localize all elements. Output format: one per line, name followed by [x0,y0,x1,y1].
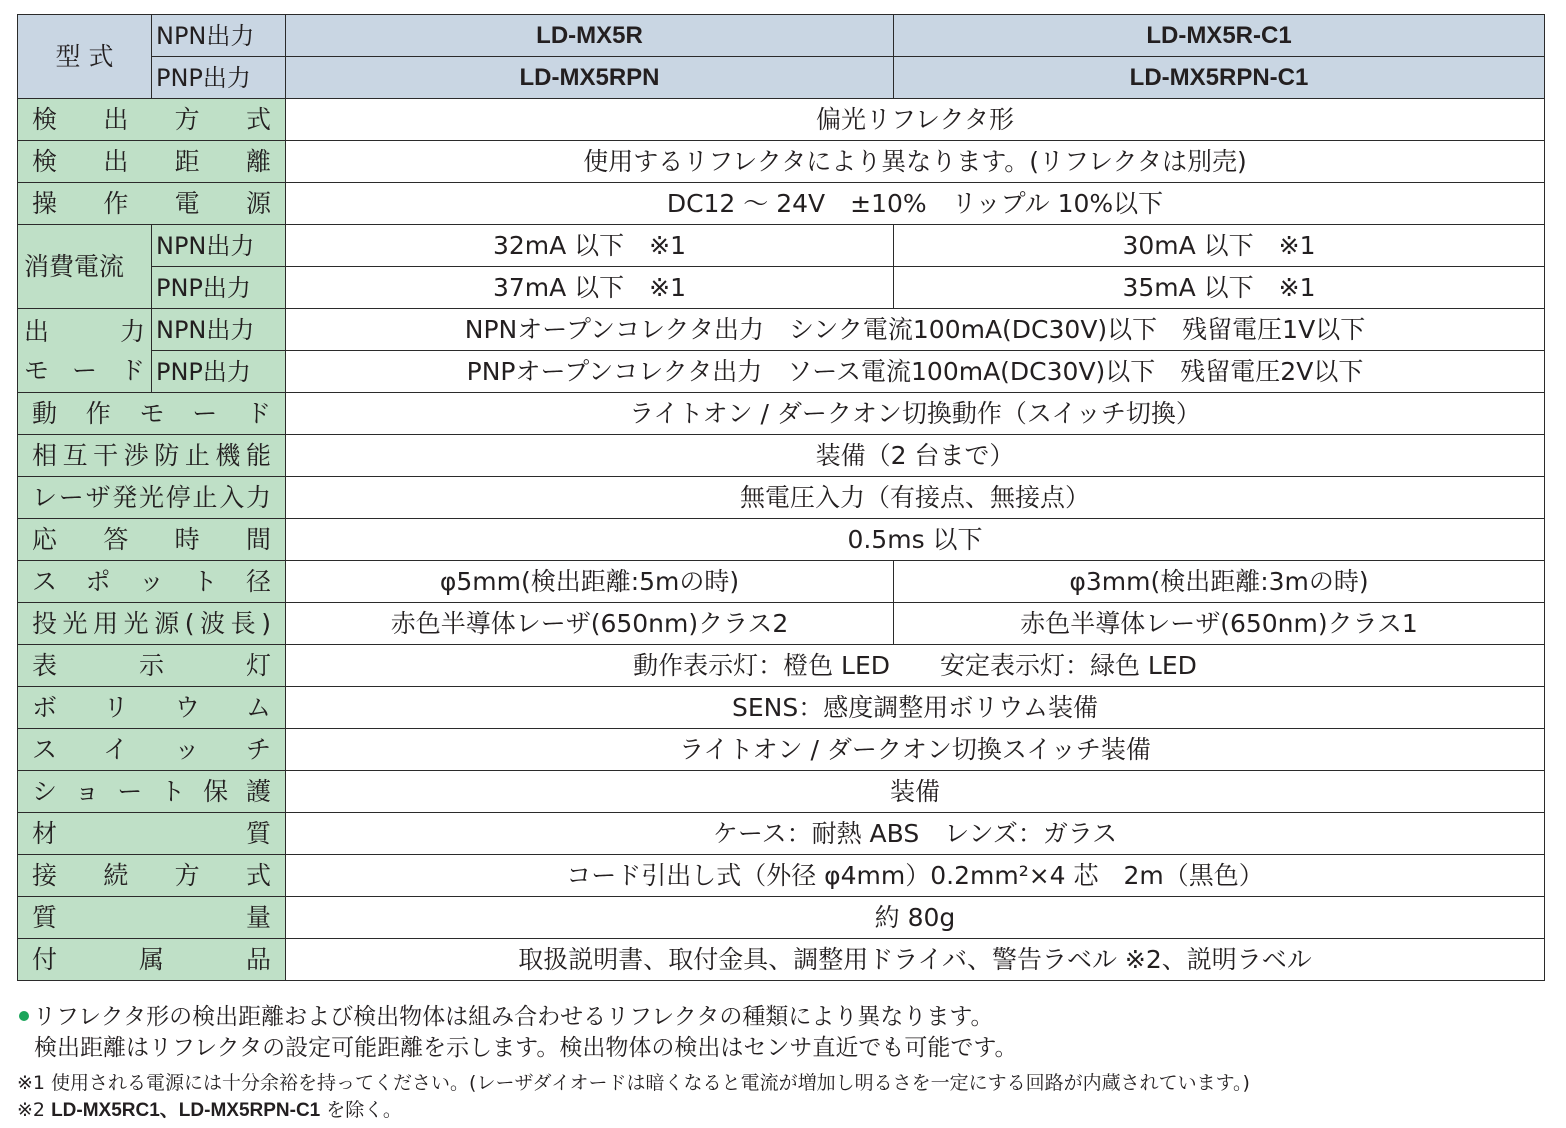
bullet-note [17,1002,1547,1033]
row-label-light-source: 投光用光源(波長) [18,603,286,645]
row-value-response-time: 0.5ms 以下 [286,519,1545,561]
row-label-power-supply: 操作電源 [18,183,286,225]
row-label-volume: ボリウム [18,687,286,729]
pnp-output-label: PNP出力 [152,57,286,99]
table-row [18,519,1545,561]
row-value-short-protection: 装備 [286,771,1545,813]
row-value-accessories: 取扱説明書、取付金具、調整用ドライバ、警告ラベル ※2、説明ラベル [286,939,1545,981]
output-mode-label-line2 [24,355,145,385]
model-pnp-1: LD-MX5RPN [286,57,894,99]
table-row [18,603,1545,645]
row-label-response-time: 応答時間 [18,519,286,561]
row-value-light-source-1: 赤色半導体レーザ(650nm)クラス2 [286,603,894,645]
current-pnp-value-2: 35mA 以下 ※1 [894,267,1545,309]
current-npn-value-2: 30mA 以下 ※1 [894,225,1545,267]
output-mode-char: 出 [24,316,50,346]
output-pnp-label: PNP出力 [152,351,286,393]
model-npn-2: LD-MX5R-C1 [894,15,1545,57]
table-row [18,267,1545,309]
model-pnp-2: LD-MX5RPN-C1 [894,57,1545,99]
table-row [18,939,1545,981]
output-mode-char: モ [24,355,50,385]
row-value-volume: SENS：感度調整用ボリウム装備 [286,687,1545,729]
table-row [18,309,1545,351]
row-value-weight: 約 80g [286,897,1545,939]
footnotes [17,1002,1547,1124]
table-row [18,687,1545,729]
row-label-detection-distance: 検出距離 [18,141,286,183]
row-label-output-mode [18,309,152,393]
row-value-material: ケース：耐熱 ABS レンズ：ガラス [286,813,1545,855]
bullet-note-continuation [17,1033,1547,1064]
row-label-short-protection: ショート保護 [18,771,286,813]
row-value-detection-distance: 使用するリフレクタにより異なります。(リフレクタは別売) [286,141,1545,183]
npn-output-label: NPN出力 [152,15,286,57]
table-row [18,225,1545,267]
table-row [18,141,1545,183]
current-pnp-value-1: 37mA 以下 ※1 [286,267,894,309]
row-value-spot-diameter-2: φ3mm(検出距離:3mの時) [894,561,1545,603]
row-value-detection-method: 偏光リフレクタ形 [286,99,1545,141]
current-npn-label: NPN出力 [152,225,286,267]
output-pnp-value: PNPオープンコレクタ出力 ソース電流100mA(DC30V)以下 残留電圧2V以下 [286,351,1545,393]
table-row [18,561,1545,603]
table-row [18,183,1545,225]
output-npn-label: NPN出力 [152,309,286,351]
row-value-laser-stop: 無電圧入力（有接点、無接点） [286,477,1545,519]
table-row [18,477,1545,519]
output-mode-label-line1 [24,316,145,346]
footnote-1: ※1 使用される電源には十分余裕を持ってください。(レーザダイオードは暗くなると電流が増加し明るさを一定にする回路が内蔵されています。) [17,1072,1250,1094]
row-value-connection: コード引出し式（外径 φ4mm）0.2mm²×4 芯 2m（黒色） [286,855,1545,897]
footnote-2-suffix: を除く。 [320,1099,402,1121]
table-row [18,771,1545,813]
row-value-light-source-2: 赤色半導体レーザ(650nm)クラス1 [894,603,1545,645]
row-label-connection: 接続方式 [18,855,286,897]
row-value-operation-mode: ライトオン / ダークオン切換動作（スイッチ切換） [286,393,1545,435]
row-label-operation-mode: 動作モード [18,393,286,435]
table-row [18,645,1545,687]
table-row [18,855,1545,897]
output-npn-value: NPNオープンコレクタ出力 シンク電流100mA(DC30V)以下 残留電圧1V以下 [286,309,1545,351]
table-row [18,435,1545,477]
table-row [18,393,1545,435]
footnote-2-prefix: ※2 [17,1099,52,1121]
table-row [18,57,1545,99]
table-row [18,897,1545,939]
row-value-spot-diameter-1: φ5mm(検出距離:5mの時) [286,561,894,603]
output-mode-char: ド [119,355,145,385]
row-label-interference: 相互干渉防止機能 [18,435,286,477]
table-row [18,351,1545,393]
row-label-laser-stop: レーザ発光停止入力 [18,477,286,519]
footnote-2 [17,1097,1547,1124]
bullet-note-line2: 検出距離はリフレクタの設定可能距離を示します。検出物体の検出はセンサ直近でも可能です。 [34,1035,1018,1061]
model-label: 型 式 [18,15,152,99]
row-label-switch: スイッチ [18,729,286,771]
row-label-weight: 質量 [18,897,286,939]
row-label-accessories: 付属品 [18,939,286,981]
bullet-icon [19,1011,29,1021]
table-row [18,15,1545,57]
current-npn-value-1: 32mA 以下 ※1 [286,225,894,267]
table-row [18,99,1545,141]
row-label-spot-diameter: スポット径 [18,561,286,603]
output-mode-char: ー [71,355,97,385]
row-value-interference: 装備（2 台まで） [286,435,1545,477]
spec-table [17,14,1545,981]
table-row [18,729,1545,771]
current-pnp-label: PNP出力 [152,267,286,309]
row-value-indicator: 動作表示灯：橙色 LED 安定表示灯：緑色 LED [286,645,1545,687]
row-label-detection-method: 検出方式 [18,99,286,141]
row-label-indicator: 表示灯 [18,645,286,687]
output-mode-char: 力 [119,316,145,346]
model-npn-1: LD-MX5R [286,15,894,57]
row-label-current: 消費電流 [18,225,152,309]
row-value-power-supply: DC12 ～ 24V ±10% リップル 10%以下 [286,183,1545,225]
bullet-note-line1: リフレクタ形の検出距離および検出物体は組み合わせるリフレクタの種類により異なります。 [33,1004,994,1030]
footnote-2-models: LD-MX5RC1、LD-MX5RPN-C1 [51,1100,321,1121]
row-label-material: 材質 [18,813,286,855]
row-value-switch: ライトオン / ダークオン切換スイッチ装備 [286,729,1545,771]
table-row [18,813,1545,855]
